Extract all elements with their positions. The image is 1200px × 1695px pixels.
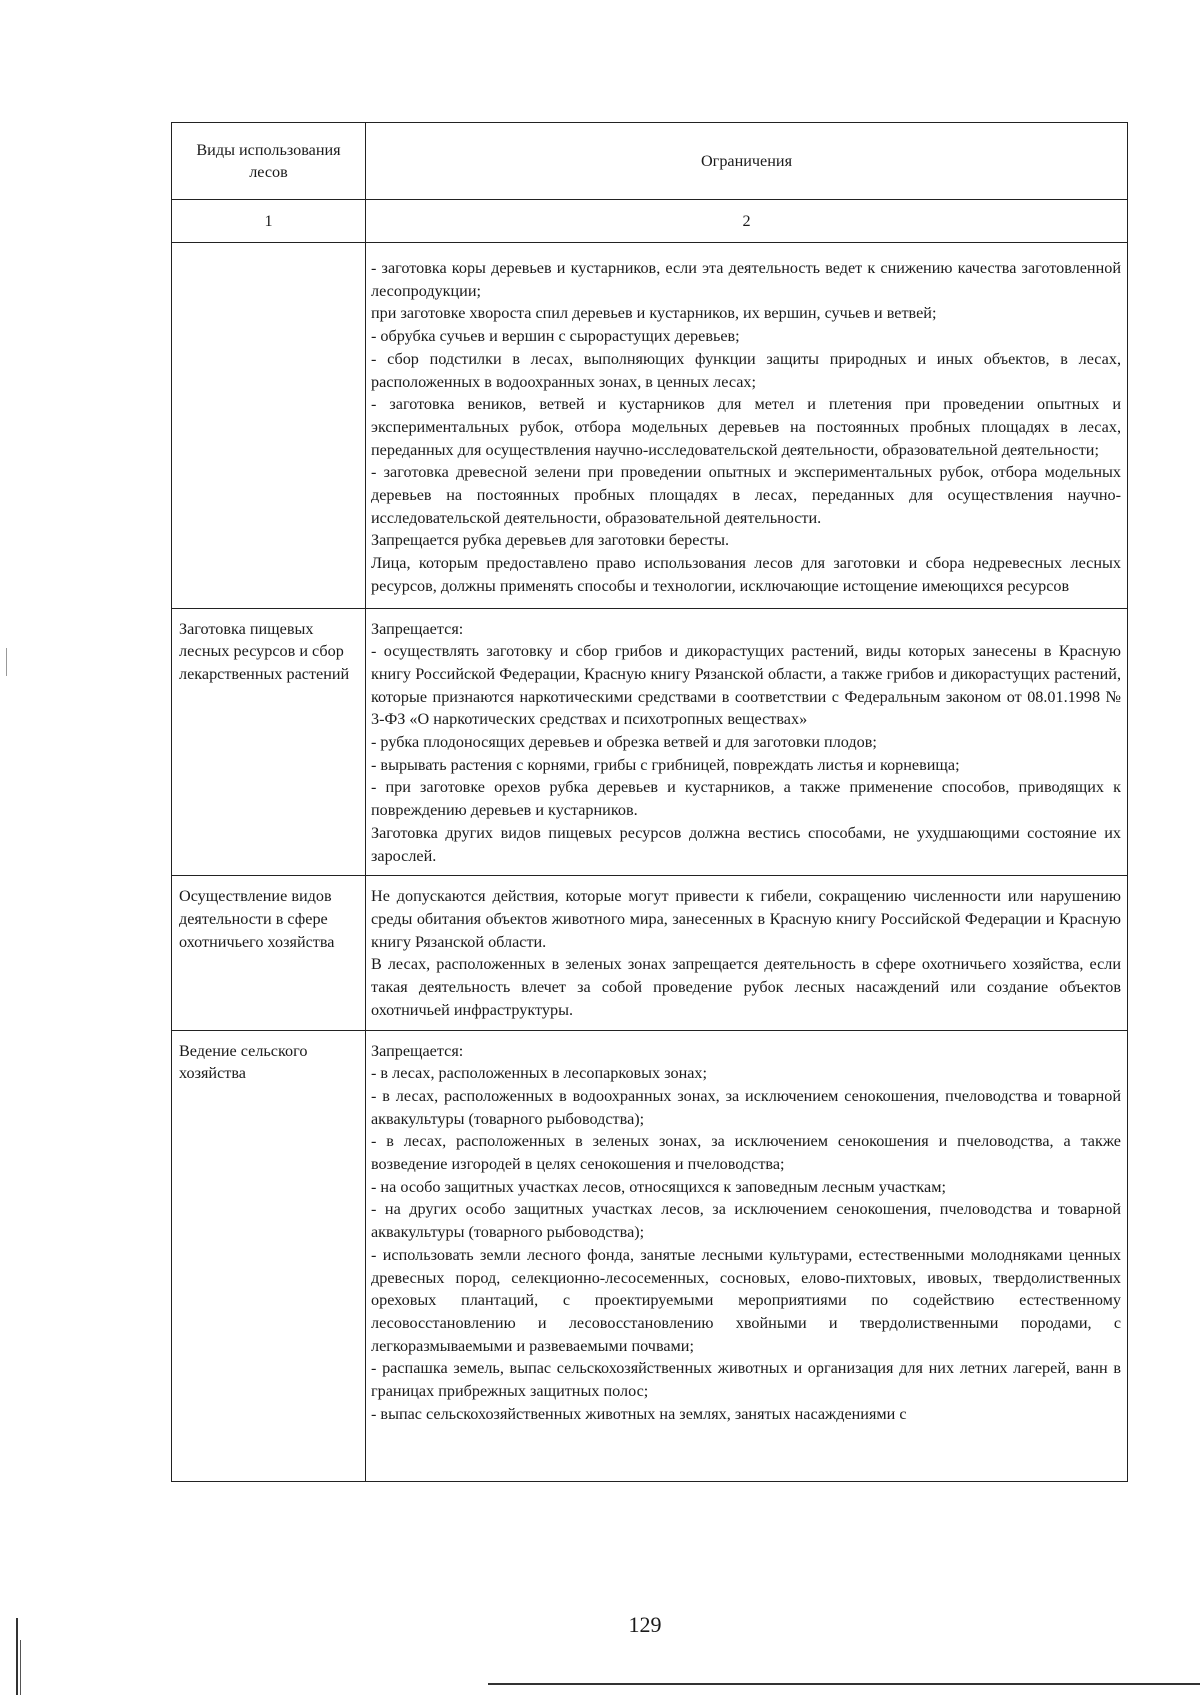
restriction-paragraph: Запрещается:	[371, 619, 464, 638]
restriction-paragraph: Запрещается:	[371, 1041, 464, 1060]
restrictions-cell	[366, 1030, 1128, 1481]
forest-use-type-cell	[172, 243, 366, 609]
scan-artifact-line	[6, 648, 7, 676]
table-row	[172, 608, 1128, 876]
restriction-paragraph: - использовать земли лесного фонда, занятые лесными культурами, естественными молодняками ценных древесных пород, селекционно-лесосеменных, сосновых, елово-пихтовых, ивовых, твердолиственных ореховых плантаций, с проектируемыми мероприятиями по содействию естественному лесовосстановлению и лесовосстановлению хвойными и твердолиственными породами, с легкоразмываемыми и развеваемыми почвами;	[371, 1245, 1121, 1355]
restriction-paragraph: Запрещается рубка деревьев для заготовки бересты.	[371, 531, 729, 550]
restriction-paragraph: - в лесах, расположенных в водоохранных зонах, за исключением сенокошения, пчеловодства и товарной аквакультуры (товарного рыбоводства);	[371, 1086, 1121, 1128]
table-row	[172, 1030, 1128, 1481]
restrictions-table	[171, 122, 1128, 1482]
forest-use-type-cell: Осуществление видов деятельности в сфере охотничьего хозяйства	[172, 876, 366, 1030]
scan-artifact-line	[488, 1683, 1200, 1685]
header-restrictions: Ограничения	[366, 123, 1128, 200]
restriction-paragraph: - заготовка веников, ветвей и кустарников для метел и плетения при проведении опытных и экспериментальных рубок, отбора модельных деревьев на постоянных пробных площадях в лесах, переданных для осуществления научно-исследовательской деятельности, образовательной деятельности;	[371, 395, 1121, 459]
restriction-paragraph: - на других особо защитных участках лесов, за исключением сенокошения, пчеловодства и товарной аквакультуры (товарного рыбоводства);	[371, 1200, 1121, 1242]
restriction-paragraph: - вырывать растения с корнями, грибы с грибницей, повреждать листья и корневища;	[371, 755, 960, 774]
restriction-paragraph: - осуществлять заготовку и сбор грибов и дикорастущих растений, виды которых занесены в Красную книгу Российской Федерации, Красную книгу Рязанской области, а также грибов и дикорастущих растений, которые признаются наркотическими средствами в соответствии с Федеральным законом от 08.01.1998 № 3-ФЗ «О наркотических средствах и психотропных веществах»	[371, 642, 1121, 729]
scan-artifact-line	[20, 1640, 21, 1695]
restriction-paragraph: - в лесах, расположенных в зеленых зонах, за исключением сенокошения и пчеловодства, а также возведение изгородей в целях сенокошения и пчеловодства;	[371, 1132, 1121, 1174]
table-row	[172, 243, 1128, 609]
restriction-paragraph: при заготовке хвороста спил деревьев и кустарников, их вершин, сучьев и ветвей;	[371, 304, 937, 323]
column-number-2: 2	[366, 200, 1128, 243]
restriction-paragraph: - в лесах, расположенных в лесопарковых зонах;	[371, 1064, 708, 1083]
restriction-paragraph: - заготовка древесной зелени при проведении опытных и экспериментальных рубок, отбора модельных деревьев на постоянных пробных площадях в лесах, переданных для осуществления научно-исследовательской деятельности, образовательной деятельности.	[371, 463, 1121, 527]
restriction-paragraph: - выпас сельскохозяйственных животных на землях, занятых насаждениями с	[371, 1404, 907, 1423]
forest-use-type-cell: Ведение сельского хозяйства	[172, 1030, 366, 1481]
restrictions-cell	[366, 608, 1128, 876]
restriction-paragraph: - на особо защитных участках лесов, относящихся к заповедным лесным участкам;	[371, 1177, 946, 1196]
column-number-1: 1	[172, 200, 366, 243]
restriction-paragraph: - при заготовке орехов рубка деревьев и кустарников, а также применение способов, приводящих к повреждению деревьев и кустарников.	[371, 778, 1121, 820]
column-number-row	[172, 200, 1128, 243]
restrictions-cell	[366, 243, 1128, 609]
restriction-paragraph: В лесах, расположенных в зеленых зонах запрещается деятельность в сфере охотничьего хозяйства, если такая деятельность влечет за собой проведение рубок лесных насаждений или создание объектов охотничьей инфраструктуры.	[371, 955, 1121, 1019]
header-forest-use-types: Виды использования лесов	[172, 123, 366, 200]
table-header-row	[172, 123, 1128, 200]
restriction-paragraph: - сбор подстилки в лесах, выполняющих функции защиты природных и иных объектов, в лесах, расположенных в водоохранных зонах, в ценных лесах;	[371, 349, 1121, 391]
restriction-paragraph: Лица, которым предоставлено право использования лесов для заготовки и сбора недревесных лесных ресурсов, должны применять способы и технологии, исключающие истощение имеющихся ресурсов	[371, 554, 1121, 595]
page-number: 129	[628, 1612, 662, 1637]
forest-use-type-cell: Заготовка пищевых лесных ресурсов и сбор лекарственных растений	[172, 608, 366, 876]
restriction-paragraph: - заготовка коры деревьев и кустарников, если эта деятельность ведет к снижению качества заготовленной лесопродукции;	[371, 259, 1121, 300]
restriction-paragraph: - рубка плодоносящих деревьев и обрезка ветвей и для заготовки плодов;	[371, 733, 877, 752]
restriction-paragraph: Заготовка других видов пищевых ресурсов должна вестись способами, не ухудшающими состояние их зарослей.	[371, 823, 1121, 865]
restriction-paragraph: - обрубка сучьев и вершин с сырорастущих деревьев;	[371, 327, 740, 346]
restriction-paragraph: - распашка земель, выпас сельскохозяйственных животных и организация для них летних лагерей, ванн в границах прибрежных защитных полос;	[371, 1359, 1121, 1401]
restrictions-cell	[366, 876, 1128, 1030]
table-row	[172, 876, 1128, 1030]
restriction-paragraph: Не допускаются действия, которые могут привести к гибели, сокращению численности или нарушению среды обитания объектов животного мира, занесенных в Красную книгу Российской Федерации и Красную книгу Рязанской области.	[371, 887, 1121, 951]
scan-artifact-line	[16, 1618, 18, 1695]
